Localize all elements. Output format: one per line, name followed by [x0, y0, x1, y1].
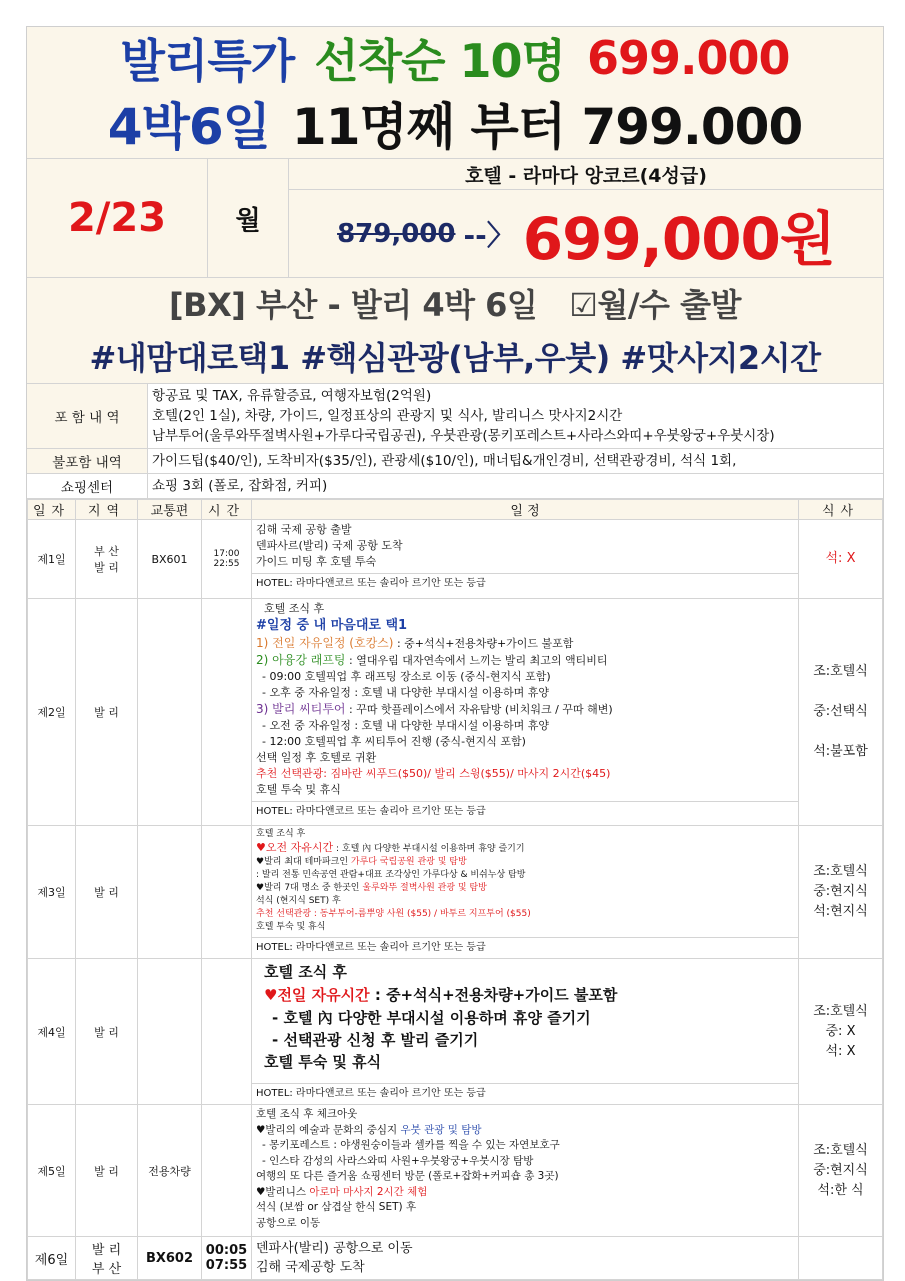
meal-breakfast: 조:호텔식: [813, 1003, 868, 1019]
schedule-line: 김해 국제 공항 출발: [256, 523, 352, 536]
meal-info: 석: X: [799, 520, 883, 599]
schedule-line: - 12:00 호텔픽업 후 씨티투어 진행 (중식-현지식 포함): [262, 735, 526, 748]
departure-day: 월: [208, 159, 289, 277]
hotel-note: HOTEL: 라마다앤코르 또는 솔리아 르기안 또는 등급: [252, 1083, 798, 1102]
schedule-text: ♥발리니스: [256, 1185, 310, 1198]
schedule-line: 호텔 조식 후: [264, 602, 325, 615]
header-transport: 교통편: [138, 500, 202, 520]
header-date: 일자: [28, 500, 76, 520]
schedule-line: 공항으로 이동: [256, 1216, 321, 1229]
day-label: 제2일: [28, 599, 76, 826]
table-header-row: [28, 500, 883, 520]
schedule-line: 호텔 투숙 및 휴식: [256, 922, 326, 932]
option-1-desc: : 중+석식+전용차량+가이드 불포함: [393, 637, 574, 650]
tour-flyer: [26, 26, 884, 1281]
day-label: 제5일: [28, 1105, 76, 1237]
excludes-row: [27, 449, 883, 474]
transport: 전용차량: [138, 1105, 202, 1237]
table-row: [28, 599, 883, 826]
free-time-desc: : 호텔 內 다양한 부대시설 이용하며 휴양 즐기기: [333, 844, 525, 854]
includes-label: 포 함 내 역: [27, 384, 148, 448]
schedule-text: ♥발리의 예술과 문화의 중심지: [256, 1123, 401, 1136]
hotel-note: HOTEL: 라마다앤코르 또는 솔리아 르기안 또는 등급: [252, 801, 798, 820]
header-time: 시간: [202, 500, 252, 520]
header-meal: 식사: [799, 500, 883, 520]
includes-line: 호텔(2인 1실), 차량, 가이드, 일정표상의 관광지 및 식사, 발리니스 맛사지2시간: [152, 408, 623, 424]
schedule-line: - 몽키포레스트 : 야생원숭이들과 셀카를 찍을 수 있는 자연보호구: [262, 1139, 560, 1151]
schedule-line: 김해 국제공항 도착: [256, 1260, 365, 1275]
transport: BX601: [138, 520, 202, 599]
schedule-line: 선택 일정 후 호텔로 귀환: [256, 751, 377, 764]
sale-price: 699,000원: [522, 204, 835, 273]
schedule-line: 호텔 조식 후: [256, 829, 306, 839]
free-day-title: ♥전일 자유시간: [264, 986, 370, 1004]
excludes-label: 불포함 내역: [27, 449, 148, 473]
region: 발 리: [76, 826, 138, 959]
schedule-line: - 인스타 감성의 사라스와띠 사원+우붓왕궁+우붓시장 탐방: [262, 1154, 534, 1167]
region: 발 리: [94, 561, 119, 574]
headline-later-price: 11명째 부터 799.000: [291, 98, 803, 156]
meal-breakfast: 조:호텔식: [813, 864, 868, 879]
free-day-desc: : 중+석식+전용차량+가이드 불포함: [369, 986, 618, 1004]
schedule-line: - 호텔 內 다양한 부대시설 이용하며 휴양 즐기기: [272, 1009, 591, 1027]
schedule-line: 호텔 조식 후: [264, 963, 347, 981]
highlight: 아로마 마사지 2시간 체험: [309, 1185, 428, 1198]
hashtags: #내맘대로택1 #핵심관광(남부,우붓) #맛사지2시간: [27, 328, 883, 384]
meal-lunch: 중:선택식: [813, 704, 868, 719]
region: 발 리: [76, 1105, 138, 1237]
region: 부 산: [91, 1262, 122, 1277]
headline-first-come: 선착순 10명: [314, 33, 565, 88]
schedule-line: - 오후 중 자유일정 : 호텔 내 다양한 부대시설 이용하며 휴양: [262, 686, 550, 699]
shopping-label: 쇼핑센터: [27, 474, 148, 498]
hotel-note: HOTEL: 라마다앤코르 또는 솔리아 르기안 또는 등급: [252, 937, 798, 956]
day-label: 제4일: [28, 959, 76, 1105]
time: 22:55: [213, 559, 240, 569]
schedule-line: 여행의 또 다른 즐거움 쇼핑센터 방문 (폴로+잡화+커피숍 총 3곳): [256, 1170, 559, 1182]
day-label: 제1일: [28, 520, 76, 599]
meal-dinner: 석:현지식: [813, 904, 868, 919]
option-3-desc: : 꾸따 핫플레이스에서 자유탐방 (비치워크 / 꾸따 해변): [345, 703, 613, 716]
includes-line: 항공료 및 TAX, 유류할증료, 여행자보험(2억원): [152, 388, 432, 404]
shopping-text: 쇼핑 3회 (폴로, 잡화점, 커피): [152, 478, 328, 494]
arrow: --〉: [463, 218, 515, 252]
schedule-line: 가이드 미팅 후 호텔 투숙: [256, 555, 377, 568]
day-label: 제3일: [28, 826, 76, 959]
schedule-table: [27, 499, 883, 1280]
route-title: [BX] 부산 - 발리 4박 6일 ☑월/수 출발: [27, 278, 883, 328]
table-row: [28, 959, 883, 1105]
schedule-line: 호텔 투숙 및 휴식: [256, 783, 341, 796]
departure-row: [27, 159, 883, 278]
meal-breakfast: 조:호텔식: [813, 664, 868, 679]
time: 00:05: [205, 1243, 248, 1258]
recommended-options: 추천 선택관광: 짐바란 씨푸드($50)/ 발리 스윙($55)/ 마사지 2시간($45): [256, 767, 611, 780]
schedule-text: ♥발리 최대 테마파크인: [256, 857, 351, 867]
table-row: [28, 520, 883, 599]
includes-row: [27, 384, 883, 449]
recommended-options: 추천 선택관광 : 동부투어-름뿌양 사원 ($55) / 바투르 지프투어 ($55): [256, 909, 531, 919]
headline-1: [27, 27, 883, 88]
table-row: [28, 1237, 883, 1280]
option-2-title: 2) 아융강 래프팅: [256, 653, 346, 667]
time: 17:00: [213, 549, 240, 559]
region: 발 리: [76, 959, 138, 1105]
schedule-line: - 선택관광 신청 후 발리 즐기기: [272, 1031, 479, 1049]
schedule-line: - 오전 중 자유일정 : 호텔 내 다양한 부대시설 이용하며 휴양: [262, 719, 550, 732]
meal-dinner: 석:한 식: [817, 1182, 864, 1198]
shopping-row: [27, 474, 883, 499]
departure-date: 2/23: [27, 159, 208, 277]
excludes-text: 가이드팁($40/인), 도착비자($35/인), 관광세($10/인), 매너팁&개인경비, 선택관광경비, 석식 1회,: [152, 453, 737, 469]
region: 발 리: [76, 599, 138, 826]
headline-price: 699.000: [587, 30, 790, 85]
highlight: 우붓 관광 및 탐방: [400, 1123, 482, 1136]
meal-dinner: 석: X: [825, 1043, 856, 1059]
headline-2: [27, 88, 883, 159]
headline-promo: 발리특가: [120, 33, 295, 88]
hotel-name: 호텔 - 라마다 앙코르(4성급): [289, 159, 883, 190]
meal-lunch: 중:현지식: [813, 1162, 868, 1178]
schedule-line: : 발리 전통 민속공연 관람+대표 조각상인 가루다상 & 비쉬누상 탐방: [256, 870, 526, 880]
includes-line: 남부투어(울루와뚜절벽사원+가루다국립공권), 우붓관광(몽키포레스트+사라스와띠+우붓왕궁+우붓시장): [152, 428, 775, 444]
schedule-line: 석식 (보쌈 or 삼겹살 한식 SET) 후: [256, 1201, 417, 1213]
meal-dinner: 석:불포함: [813, 744, 868, 759]
schedule-line: 덴파사(발리) 공항으로 이동: [256, 1241, 413, 1256]
pick-one-title: #일정 중 내 마음대로 택1: [256, 618, 408, 633]
schedule-line: 석식 (현지식 SET) 후: [256, 896, 341, 906]
hotel-note: HOTEL: 라마다앤코르 또는 솔리아 르기안 또는 등급: [252, 573, 798, 592]
option-3-title: 3) 발리 씨티투어: [256, 702, 346, 716]
meal-lunch: 중: X: [825, 1023, 856, 1039]
meal-lunch: 중:현지식: [813, 884, 868, 899]
schedule-line: 호텔 투숙 및 휴식: [264, 1053, 382, 1071]
header-region: 지역: [76, 500, 138, 520]
schedule-line: 덴파사르(발리) 국제 공항 도착: [256, 539, 403, 552]
schedule-text: ♥발리 7대 명소 중 한곳인: [256, 883, 363, 893]
schedule-line: - 09:00 호텔픽업 후 래프팅 장소로 이동 (중식-현지식 포함): [262, 670, 551, 683]
option-2-desc: : 열대우림 대자연속에서 느끼는 발리 최고의 액티비티: [345, 654, 608, 667]
original-price: 879,000: [337, 218, 456, 249]
highlight: 울루와뚜 절벽사원 관광 및 탐방: [362, 883, 487, 893]
table-row: [28, 826, 883, 959]
region: 발 리: [91, 1243, 122, 1258]
highlight: 가루다 국립공원 관광 및 탐방: [350, 857, 467, 867]
schedule-line: 호텔 조식 후 체크아웃: [256, 1108, 358, 1120]
region: 부 산: [94, 545, 119, 558]
meal-breakfast: 조:호텔식: [813, 1142, 868, 1158]
time: 07:55: [205, 1258, 248, 1273]
free-time-title: ♥오전 자유시간: [256, 841, 334, 854]
header-schedule: 일 정: [252, 500, 799, 520]
transport: BX602: [138, 1237, 202, 1280]
option-1-title: 1) 전일 자유일정 (호캉스): [256, 636, 394, 650]
day-label: 제6일: [28, 1237, 76, 1280]
headline-duration: 4박6일: [107, 98, 270, 156]
table-row: [28, 1105, 883, 1237]
